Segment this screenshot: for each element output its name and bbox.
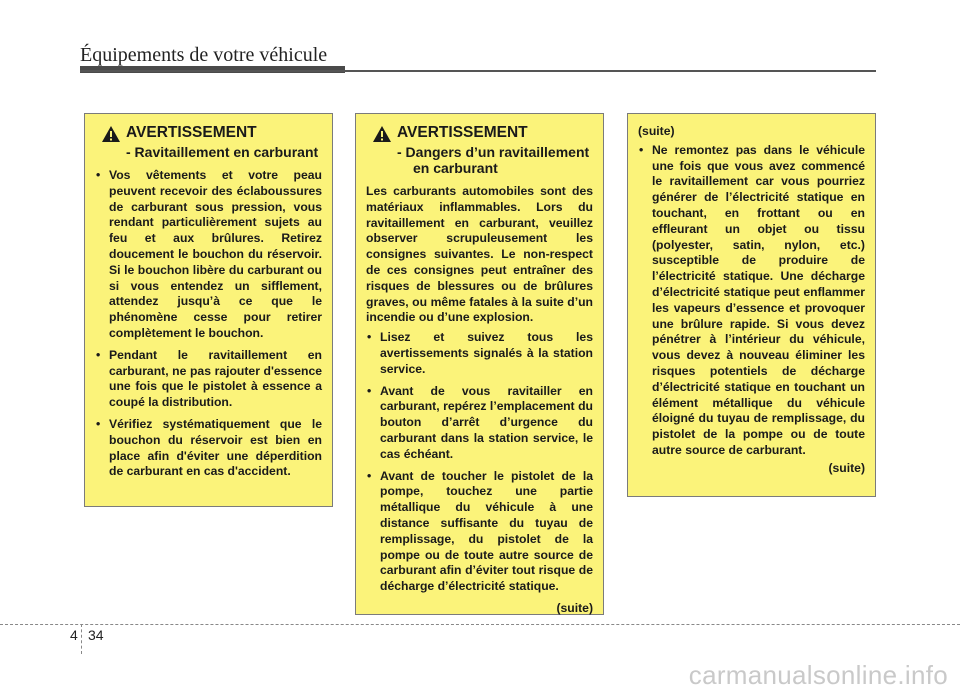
continued-label: (suite) xyxy=(828,460,865,475)
warning-header xyxy=(372,124,593,176)
page-number: 34 xyxy=(88,627,104,643)
list-item: • Vérifiez systématiquement que le bouchon du réservoir est bien en place afin d'éviter une déperdition de carburant en cas d'accident. xyxy=(95,417,322,480)
warning-bullet-list xyxy=(366,330,593,595)
warning-header xyxy=(101,124,322,160)
warning-box-refueling-dangers xyxy=(355,113,604,615)
list-item: • Ne remontez pas dans le véhicule une fois que vous avez commencé le ravitaillement car vous pourriez générer de l’électricité statique en touchant, en frottant ou en effleurant un objet ou tissu (polyester, satin, nylon, etc.) susceptible de produire de l’électricité statique. Une décharge d’électricité statique peut enflammer les vapeurs d’essence et provoquer une brûlure rapide. Si vous devez pénétrer à l’intérieur du véhicule, vous devez à nouveau éliminer les risques potentiels de décharge d’électricité statique en touchant un élément métallique du véhicule éloigné du tuyau de remplissage, du pistolet de la pompe ou de toute autre source de carburant. xyxy=(638,143,865,459)
list-item: • Pendant le ravitaillement en carburant, ne pas rajouter d'essence une fois que le pistolet à essence a coupé la distribution. xyxy=(95,348,322,411)
warning-bullet-list xyxy=(95,168,322,480)
warning-subtitle: - Dangers d’un ravitaillement en carburant xyxy=(397,144,590,176)
warning-triangle-icon xyxy=(101,125,121,143)
list-item: • Vos vêtements et votre peau peuvent recevoir des éclaboussures de carburant sous pression, vous rendant particulièrement sujets au feu et aux brûlures. Retirez doucement le bouchon du réservoir. Si le bouchon libère du carburant ou si vous entendez un sifflement, attendez jusqu’à ce que le phénomène cesse pour retirer complètement le bouchon. xyxy=(95,168,322,342)
continued-top-label: (suite) xyxy=(638,124,675,138)
warning-bullet-list xyxy=(638,143,865,459)
warning-intro-text: Les carburants automobiles sont des matériaux inflammables. Lors du ravitaillement en carburant, veuillez observer scrupuleusement les consignes suivantes. Le non-respect de ces consignes peut entraîner des risques de blessures ou de brûlures graves, ou même fatales à la suite d’un incendie ou d’une explosion. xyxy=(366,184,593,325)
list-item: • Avant de toucher le pistolet de la pompe, touchez une partie métallique du véhicule à une distance suffisante du tuyau de remplissage, du pistolet de la pompe ou de toute autre source de carburant afin d’éviter tout risque de décharge d’électricité statique. xyxy=(366,469,593,595)
site-watermark: carmanualsonline.info xyxy=(688,660,948,690)
warning-title: AVERTISSEMENT xyxy=(397,124,528,141)
chapter-number: 4 xyxy=(70,627,78,643)
list-item: • Avant de vous ravitailler en carburant, repérez l’emplacement du bouton d’arrêt d’urgence du carburant dans la station service, le cas échéant. xyxy=(366,384,593,463)
list-item: • Lisez et suivez tous les avertissements signalés à la station service. xyxy=(366,330,593,377)
warning-triangle-icon xyxy=(372,125,392,143)
header-rule xyxy=(80,70,876,72)
warning-title: AVERTISSEMENT xyxy=(126,124,257,141)
warning-box-continued xyxy=(627,113,876,497)
footer-rule xyxy=(0,624,960,625)
warning-box-refueling xyxy=(84,113,333,507)
page-header-title: Équipements de votre véhicule xyxy=(80,44,328,66)
footer-divider xyxy=(81,624,82,654)
continued-label: (suite) xyxy=(556,600,593,615)
warning-subtitle: - Ravitaillement en carburant xyxy=(126,144,319,160)
